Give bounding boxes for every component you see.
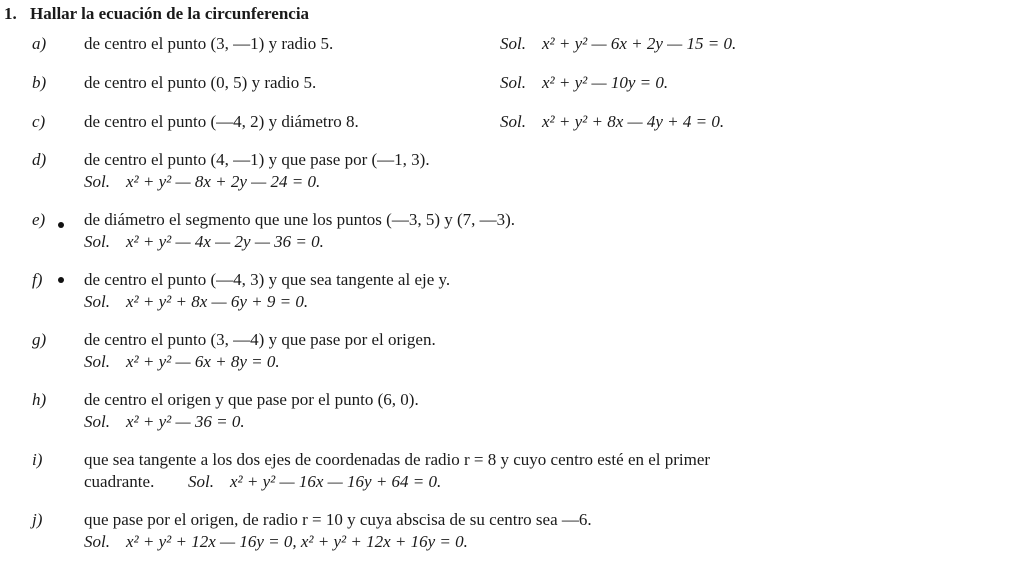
problem-solution	[188, 472, 441, 492]
solution-equation: x² + y² — 4x — 2y — 36 = 0.	[125, 232, 324, 251]
solution-equation: x² + y² — 10y = 0.	[541, 73, 669, 92]
problem-solution	[84, 232, 324, 252]
solution-label: Sol.	[84, 532, 110, 551]
solution-equation: x² + y² — 8x + 2y — 24 = 0.	[125, 172, 321, 191]
exercise-title: Hallar la ecuación de la circunferencia	[30, 4, 310, 23]
solution-equation: x² + y² — 16x — 16y + 64 = 0.	[229, 472, 442, 491]
solution-equation: x² + y² + 8x — 6y + 9 = 0.	[125, 292, 309, 311]
problem-letter: f)	[32, 270, 43, 289]
problem-statement: de centro el punto (3, —4) y que pase por el origen.	[84, 330, 436, 349]
solution-equation: x² + y² + 8x — 4y + 4 = 0.	[541, 112, 725, 131]
solution-label: Sol.	[84, 412, 110, 431]
problem-statement: de centro el punto (—4, 3) y que sea tangente al eje y.	[84, 270, 451, 289]
problem-letter: j)	[32, 510, 43, 529]
problem-letter: i)	[32, 450, 43, 469]
solution-label: Sol.	[84, 172, 110, 191]
problem-statement: de centro el origen y que pase por el punto (6, 0).	[84, 390, 419, 409]
solution-label: Sol.	[500, 73, 526, 92]
problem-solution	[84, 292, 308, 312]
problem-letter: e)	[32, 210, 46, 229]
bullet-mark	[58, 277, 64, 283]
solution-label: Sol.	[500, 34, 526, 53]
problem-letter: c)	[32, 112, 46, 131]
problem-letter: a)	[32, 34, 47, 53]
exercise-heading	[4, 4, 309, 24]
problem-solution	[500, 73, 668, 93]
solution-equation: x² + y² — 6x + 8y = 0.	[125, 352, 280, 371]
problem-statement: de centro el punto (3, —1) y radio 5.	[84, 34, 334, 53]
exercise-number: 1.	[4, 4, 17, 23]
solution-label: Sol.	[84, 292, 110, 311]
problem-letter: h)	[32, 390, 47, 409]
problem-statement: de diámetro el segmento que une los puntos (—3, 5) y (7, —3).	[84, 210, 516, 229]
problem-solution	[84, 172, 320, 192]
problem-letter: g)	[32, 330, 47, 349]
problem-solution	[84, 412, 245, 432]
problem-solution	[84, 352, 280, 372]
problem-solution	[500, 112, 724, 132]
problem-letter: d)	[32, 150, 47, 169]
solution-label: Sol.	[84, 232, 110, 251]
solution-label: Sol.	[188, 472, 214, 491]
solution-equation: x² + y² + 12x — 16y = 0, x² + y² + 12x + 16y = 0.	[125, 532, 468, 551]
solution-label: Sol.	[84, 352, 110, 371]
problem-statement-continued: cuadrante.	[84, 472, 155, 491]
problem-statement: de centro el punto (4, —1) y que pase por (—1, 3).	[84, 150, 430, 169]
problem-letter: b)	[32, 73, 47, 92]
problem-solution	[84, 532, 468, 552]
problem-statement: de centro el punto (0, 5) y radio 5.	[84, 73, 317, 92]
solution-equation: x² + y² — 36 = 0.	[125, 412, 245, 431]
problem-statement: que sea tangente a los dos ejes de coordenadas de radio r = 8 y cuyo centro esté en el primer	[84, 450, 711, 469]
problem-statement: de centro el punto (—4, 2) y diámetro 8.	[84, 112, 359, 131]
problem-statement: que pase por el origen, de radio r = 10 y cuya abscisa de su centro sea —6.	[84, 510, 592, 529]
solution-label: Sol.	[500, 112, 526, 131]
bullet-mark	[58, 222, 64, 228]
problem-solution	[500, 34, 736, 54]
solution-equation: x² + y² — 6x + 2y — 15 = 0.	[541, 34, 737, 53]
